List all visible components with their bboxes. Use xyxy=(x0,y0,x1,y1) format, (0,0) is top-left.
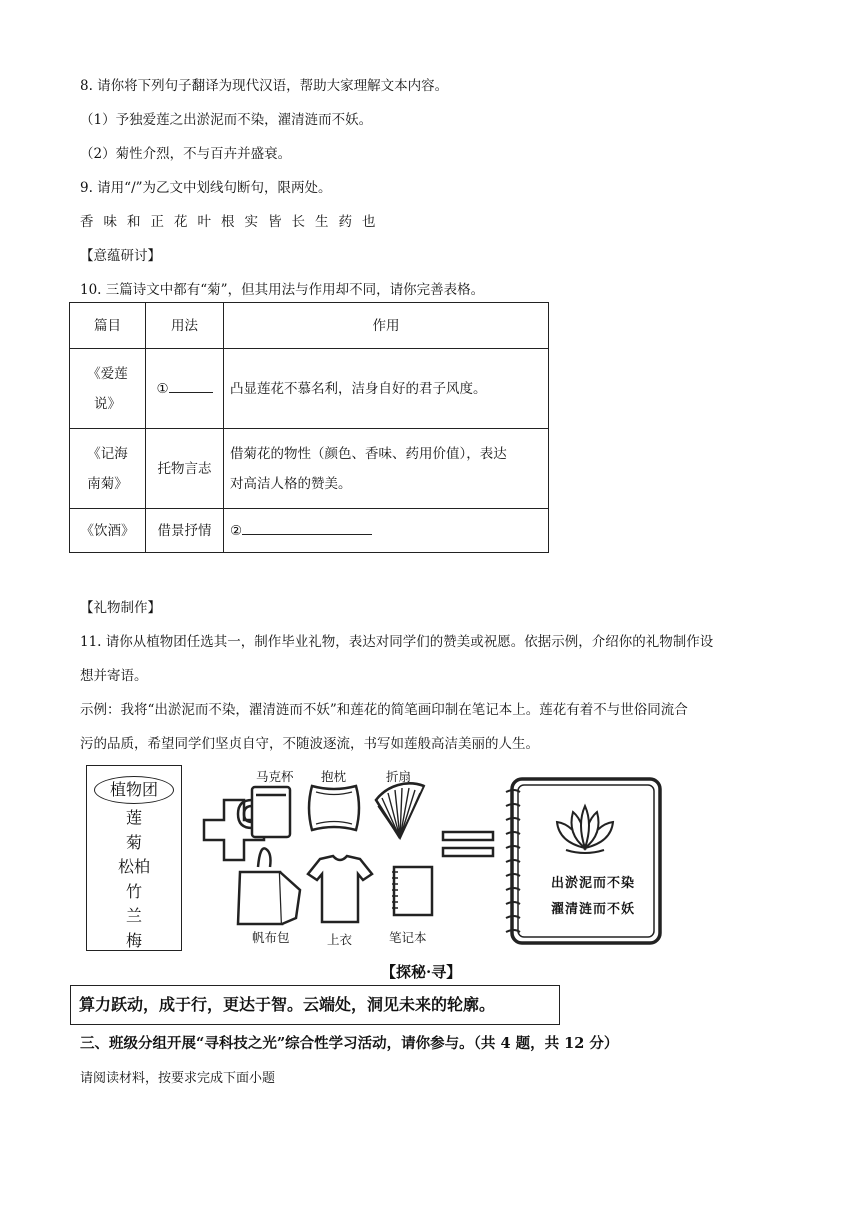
table-cell-effect xyxy=(224,429,549,509)
object-label-notebook: 笔记本 xyxy=(389,930,427,945)
notebook-icon xyxy=(392,867,432,915)
table-row xyxy=(70,509,549,553)
plant-item-chrysanthemum: 菊 xyxy=(125,832,142,852)
table-row xyxy=(70,349,549,429)
folding-fan-icon xyxy=(376,783,424,838)
table-cell-effect xyxy=(224,509,549,553)
effect-line: 借菊花的物性（颜色、香味、药用价值），表达 xyxy=(230,445,507,462)
table-header-row xyxy=(70,303,549,349)
q9-prompt: 9. 请用“/”为乙文中划线句断句，限两处。 xyxy=(80,180,332,196)
q8-prompt: 8. 请你将下列句子翻译为现代汉语，帮助大家理解文本内容。 xyxy=(80,78,449,94)
object-label-shirt: 上衣 xyxy=(327,932,353,947)
q11-prompt-line: 11. 请你从植物团任选其一，制作毕业礼物，表达对同学们的赞美或祝愿。依据示例，介绍你的礼物制作设 xyxy=(80,634,714,650)
equals-icon-bottom xyxy=(443,848,493,856)
object-label-mug: 马克杯 xyxy=(256,769,294,784)
slogan-banner: 算力跃动，成于行，更达于智。云端处，洞见未来的轮廓。 xyxy=(70,985,560,1025)
answer-blank-1[interactable] xyxy=(169,378,213,393)
tote-bag-icon xyxy=(238,848,300,924)
table-cell-usage: 借景抒情 xyxy=(146,509,224,553)
title-line: 南菊》 xyxy=(87,475,128,492)
table-row xyxy=(70,429,549,509)
part3-instruction: 请阅读材料，按要求完成下面小题 xyxy=(80,1071,276,1086)
plant-item-bamboo: 竹 xyxy=(125,881,142,901)
title-line: 说》 xyxy=(94,395,121,412)
notebook-text-line: 濯清涟而不妖 xyxy=(551,902,636,917)
table-header-cell: 作用 xyxy=(224,303,549,349)
blank-number: ① xyxy=(156,380,169,397)
object-label-pillow: 抱枕 xyxy=(321,769,347,784)
table-cell-title: 《饮酒》 xyxy=(70,509,146,553)
table-cell-title xyxy=(70,429,146,509)
q9-sentence: 香味和正花叶根实皆长生药也 xyxy=(80,214,386,230)
effect-line: 对高洁人格的赞美。 xyxy=(230,475,352,492)
lotus-notebook-icon xyxy=(506,779,660,943)
section-heading-yiyun: 【意蕴研讨】 xyxy=(80,248,161,264)
q11-prompt-line: 想并寄语。 xyxy=(80,668,148,684)
part3-heading: 三、班级分组开展“寻科技之光”综合性学习活动，请你参与。（共 4 题，共 12 分） xyxy=(80,1035,619,1052)
pillow-icon xyxy=(309,786,359,830)
table-header-cell: 用法 xyxy=(146,303,224,349)
section-heading-tanmi: 【探秘·寻】 xyxy=(381,963,462,981)
answer-blank-2[interactable] xyxy=(242,520,372,535)
plant-group-box xyxy=(86,765,182,951)
title-line: 《记海 xyxy=(87,445,128,462)
notebook-text-line: 出淤泥而不染 xyxy=(551,876,636,891)
q11-example-line: 污的品质，希望同学们坚贞自守，不随波逐流，书写如莲般高洁美丽的人生。 xyxy=(80,736,539,752)
title-line: 《爱莲 xyxy=(87,365,128,382)
q10-table xyxy=(69,302,549,553)
table-cell-title xyxy=(70,349,146,429)
plant-item-pine-cypress: 松柏 xyxy=(117,857,150,876)
table-cell-usage: 托物言志 xyxy=(146,429,224,509)
q8-item-1: （1）予独爱莲之出淤泥而不染，濯清涟而不妖。 xyxy=(80,112,373,128)
object-label-tote-bag: 帆布包 xyxy=(252,930,290,945)
q8-item-2: （2）菊性介烈，不与百卉并盛衰。 xyxy=(80,146,292,162)
plant-item-orchid: 兰 xyxy=(125,906,142,925)
plant-item-plum: 梅 xyxy=(125,930,142,950)
blank-number: ② xyxy=(230,522,243,539)
section-heading-liwu: 【礼物制作】 xyxy=(80,600,161,616)
q10-prompt: 10. 三篇诗文中都有“菊”，但其用法与作用却不同，请你完善表格。 xyxy=(80,282,485,298)
t-shirt-icon xyxy=(308,856,372,922)
table-cell-effect: 凸显莲花不慕名利，洁身自好的君子风度。 xyxy=(224,349,549,429)
table-cell-usage xyxy=(146,349,224,429)
equals-icon-top xyxy=(443,832,493,840)
table-header-cell: 篇目 xyxy=(70,303,146,349)
object-label-fan: 折扇 xyxy=(386,769,412,784)
plant-item-lotus: 莲 xyxy=(125,808,142,827)
plant-group-title: 植物团 xyxy=(94,776,174,804)
q11-example-line: 示例：我将“出淤泥而不染，濯清涟而不妖”和莲花的简笔画印制在笔记本上。莲花有着不与世俗同流合 xyxy=(80,702,688,718)
